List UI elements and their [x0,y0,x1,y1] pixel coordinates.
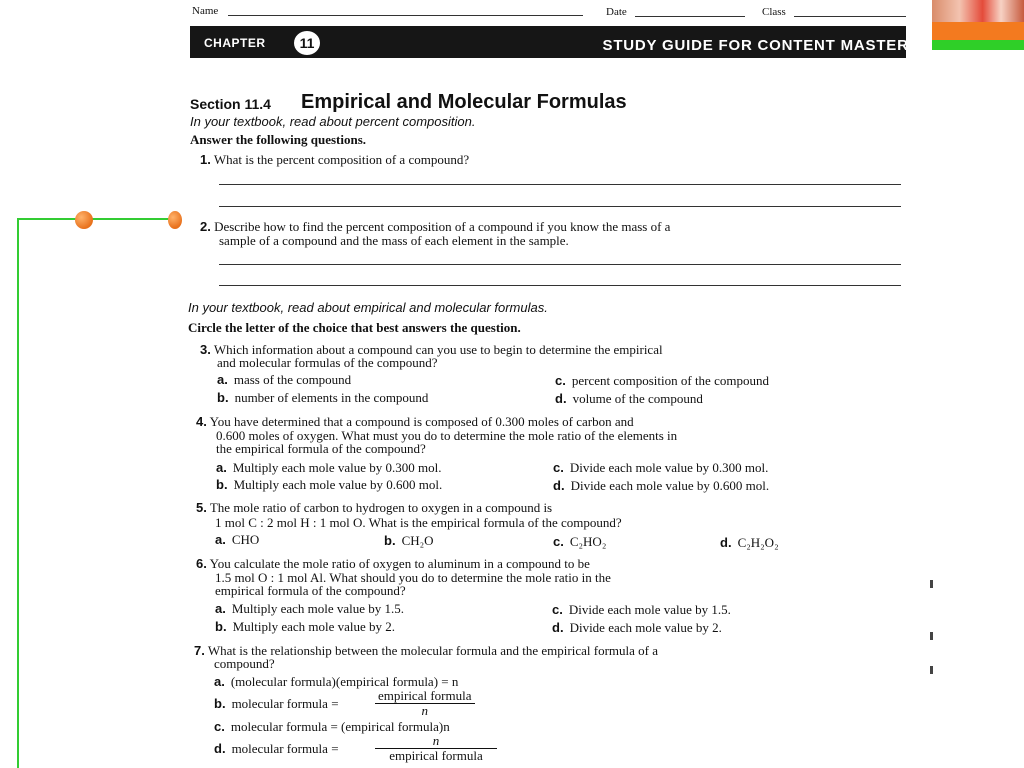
question-6-line-2: 1.5 mol O : 1 mol Al. What should you do to determine the mole ratio in the [215,570,611,585]
class-label: Class [762,6,786,18]
q6-option-c[interactable]: c. Divide each mole value by 1.5. [552,602,731,617]
q5-option-d[interactable]: d. C₂H₂O₂ [720,535,779,550]
q6-option-d[interactable]: d. Divide each mole value by 2. [552,620,722,635]
decoration-green-bar [932,40,1024,50]
q3-option-c[interactable]: c. percent composition of the compound [555,373,769,388]
reading-instruction-2: In your textbook, read about empirical and molecular formulas. [188,300,548,315]
q6-option-a[interactable]: a. Multiply each mole value by 1.5. [215,601,405,616]
answer-line[interactable] [219,285,901,286]
question-2: 2. Describe how to find the percent composition of a compound if you know the mass of a [200,219,671,234]
question-4-line-2: 0.600 moles of oxygen. What must you do to determine the mole ratio of the elements in [216,428,678,443]
q5-option-b[interactable]: b. CH₂O [384,533,434,548]
question-3: 3. Which information about a compound can you use to begin to determine the empirical [200,342,663,357]
question-7-line-2: compound? [214,656,275,671]
q7-option-d[interactable]: d. molecular formula = [214,741,339,756]
class-field-line [794,16,906,17]
slide-decoration [932,0,1024,52]
question-5-line-2: 1 mol C : 2 mol H : 1 mol O. What is the empirical formula of the compound? [215,515,622,530]
worksheet-page [188,0,933,768]
q3-option-b[interactable]: b. number of elements in the compound [217,390,429,405]
decoration-orange-bar [932,22,1024,40]
q5-option-a[interactable]: a. CHO [215,532,260,547]
connector-line-horizontal [17,218,175,220]
question-4: 4. You have determined that a compound is composed of 0.300 moles of carbon and [196,414,634,429]
answer-line[interactable] [219,264,901,265]
answer-instruction: Answer the following questions. [190,132,367,147]
question-3-line-2: and molecular formulas of the compound? [217,355,438,370]
question-7: 7. What is the relationship between the molecular formula and the empirical formula of a [194,643,658,658]
banner-title: STUDY GUIDE FOR CONTENT MASTERY [602,37,919,54]
q3-option-d[interactable]: d. volume of the compound [555,391,703,406]
q7-option-c[interactable]: c. molecular formula = (empirical formula)n [214,719,450,734]
answer-line[interactable] [219,206,901,207]
circle-instruction: Circle the letter of the choice that best answers the question. [188,320,521,335]
q7-option-b[interactable]: b. molecular formula = [214,696,339,711]
q4-option-c[interactable]: c. Divide each mole value by 0.300 mol. [553,460,769,475]
question-1: 1. What is the percent composition of a compound? [200,152,470,167]
q7-option-a[interactable]: a. (molecular formula)(empirical formula) = n [214,674,459,689]
chapter-label: CHAPTER [204,36,266,50]
q6-option-b[interactable]: b. Multiply each mole value by 2. [215,619,396,634]
question-4-line-3: the empirical formula of the compound? [216,441,426,456]
q3-option-a[interactable]: a. mass of the compound [217,372,352,387]
connector-line-vertical [17,218,19,768]
question-5: 5. The mole ratio of carbon to hydrogen to oxygen in a compound is [196,500,553,515]
section-title: Empirical and Molecular Formulas [301,91,627,113]
q4-option-a[interactable]: a. Multiply each mole value by 0.300 mol. [216,460,442,475]
question-2-line-2: sample of a compound and the mass of each element in the sample. [219,233,569,248]
q4-option-b[interactable]: b. Multiply each mole value by 0.600 mol. [216,477,443,492]
question-6-line-3: empirical formula of the compound? [215,583,406,598]
q7-option-d-fraction: n empirical formula [375,734,497,763]
bullet-dot-icon [75,211,93,229]
name-label: Name [192,5,219,17]
section-number: Section 11.4 [190,96,271,112]
answer-line[interactable] [219,184,901,185]
question-6: 6. You calculate the mole ratio of oxygen to aluminum in a compound to be [196,556,590,571]
reading-instruction-1: In your textbook, read about percent composition. [190,114,476,129]
date-label: Date [606,6,627,18]
name-field-line [228,15,583,16]
decoration-image [932,0,1024,22]
q7-option-b-fraction: empirical formula n [375,689,475,718]
q5-option-c[interactable]: c. C₂HO₂ [553,534,607,549]
bullet-dot-half-icon [168,211,182,229]
date-field-line [635,16,745,17]
chapter-number-badge: 11 [294,31,320,55]
q4-option-d[interactable]: d. Divide each mole value by 0.600 mol. [553,478,770,493]
